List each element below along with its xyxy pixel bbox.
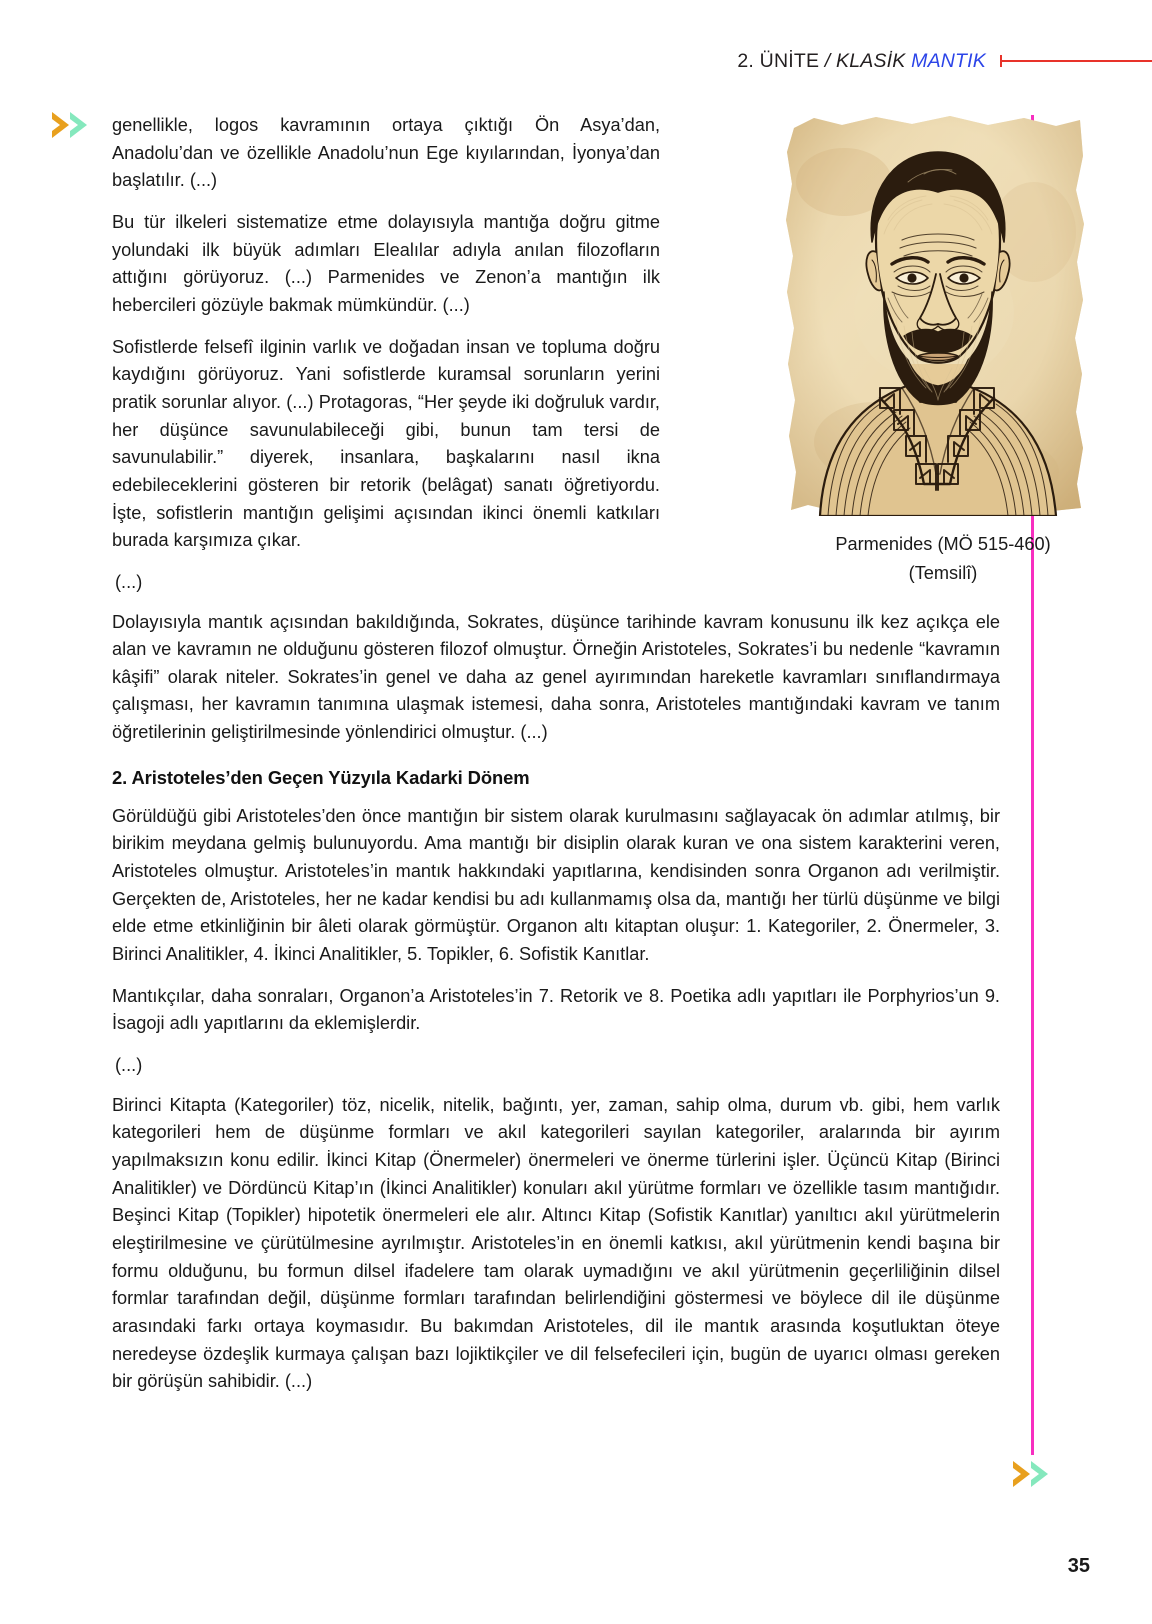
paragraph-3: Sofistlerde felsefî ilginin varlık ve doğadan insan ve topluma doğru kaydığını görüyoruz. Yani sofistlerde kuramsal sorunların yerini pratik sorunlar alıyor. (...) Protagoras, “Her şeyde iki doğruluk vardır, her düşünce savunulabileceği gibi, bunun tam tersi de savunulabilir.” diyerek, insanlara, başkalarını nasıl ikna edebileceklerini gösteren bir retorik (belâgat) sanatı öğretiyordu. İşte, sofistlerin mantığın gelişimi açısından ikinci önemli katkıları burada karşımıza çıkar. — [112, 336, 660, 551]
paragraph-7: Birinci Kitapta (Kategoriler) töz, nicelik, nitelik, bağıntı, yer, zaman, sahip olma, durum vb. gibi, hem varlık kategorileri hem de düşünme formları ve akıl kategorileri sayılan kategoriler, aralarında bir ayırım yapılmaksızın konu edilir. İkinci Kitap (Önermeler) önermeleri ve önerme türlerini işler. Üçüncü Kitap (Birinci Analitikler) ve Dördüncü Kitap’ın (İkinci Analitikler) konuları akıl yürütme formları ve özellikle tasım mantığıdır. Beşinci Kitap (Topikler) hipotetik önermeleri ele alır. Altıncı Kitap (Sofistik Kanıtlar) yanıltıcı akıl yürütmelerin eleştirilmesine ve çürütülmesine ayrılmıştır. Aristoteles’in en önemli katkısı, akıl yürütmenin kendi başına bir formu olduğunu, bu formun dilsel ifadelere tam olarak uymadığını ve akıl yürütmenin geçerliliğinin dilsel formlar tarafından değil, düşünme formları tarafından belirlendiğini göstermesi ve böylece dil ile düşünme arasındaki farkı ortaya koymasıdır. Bu bakımdan Aristoteles, dil ile mantık arasında koşutluktan öteye neredeyse özdeşlik kurmaya çalışan bazı lojiktikçiler ve dil felsefecileri için, bugün de uyarıcı olması gereken bir görüşün sahibidir. (...) — [112, 1094, 1000, 1392]
page-header — [0, 44, 1152, 78]
page-content — [112, 112, 1051, 1410]
figure-caption-line-2: (Temsilî) — [908, 563, 978, 584]
page-number: 35 — [1067, 1555, 1090, 1577]
paragraph-5: Görüldüğü gibi Aristoteles’den önce mantığın bir sistem olarak kurulmasını sağlayacak ön adımlar atılmış, bir birikim meydana gelmiş bulunuyordu. Ama mantığı bir disiplin olarak kuran ve ona sistem karakterini veren, Aristoteles olmuştur. Aristoteles’in mantık hakkındaki yapıtlarına, kendisinden sonra Organon adı verilmiştir. Gerçekten de, Aristoteles, her ne kadar kendisi bu adı kullanmamış olsa da, mantığı her türlü düşünme ve bilgi elde etme etkinliğinin bir âleti olarak görmüştür. Organon altı kitaptan oluşur: 1. Kategoriler, 2. Önermeler, 3. Birinci Analitikler, 4. İkinci Analitikler, 5. Topikler, 6. Sofistik Kanıtlar. — [112, 805, 1000, 965]
paragraph-6: Mantıkçılar, daha sonraları, Organon’a Aristoteles’in 7. Retorik ve 8. Poetika adlı yapıtları ile Porphyrios’un 9. İsagoji adlı yapıtlarını da eklemişlerdir. — [112, 985, 1000, 1034]
figure-parmenides — [784, 112, 1102, 589]
paragraph-4: Dolayısıyla mantık açısından bakıldığında, Sokrates, düşünce tarihinde kavram konusunu ilk kez açıkça ele alan ve kavramın ne olduğunu gösteren filozof olmuştur. Örneğin Aristoteles, Sokrates’i bu nedenle “kavramın kâşifi” olarak niteler. Sokrates’in genel ve daha az genel ayırımından hareketle kavramları sınıflandırmaya çalışması, her kavramın tanımına ulaşmak istemesi, daha sonra, Aristoteles mantığındaki kavram ve tanım öğretilerinin geliştirilmesinde yönlendirici olmuştur. (...) — [112, 611, 1000, 743]
parmenides-portrait-engraving — [784, 112, 1090, 516]
chevron-mint-icon — [1031, 1461, 1048, 1487]
section-heading: 2. Aristoteles’den Geçen Yüzyıla Kadarki Dönem — [112, 766, 530, 788]
header-section-label: KLASİK — [836, 49, 912, 72]
paragraph-marker-top — [52, 112, 87, 138]
ellipsis-1: (...) — [115, 571, 143, 592]
paragraph-2: Bu tür ilkeleri sistematize etme dolayısıyla mantığa doğru gitme yolundaki ilk büyük adımları Elealılar adıyla anılan filozofların attığını görüyoruz. (...) Parmenides ve Zenon’a mantığın ilk hebercileri gözüyle bakmak mümkündür. (...) — [112, 211, 660, 315]
header-unit-label: 2. ÜNİTE — [737, 49, 820, 72]
paragraph-marker-bottom — [1013, 1461, 1048, 1487]
left-column — [112, 112, 660, 597]
ellipsis-2: (...) — [115, 1055, 143, 1076]
figure-caption-line-1: Parmenides (MÖ 515-460) — [835, 534, 1051, 554]
chevron-orange-icon — [52, 112, 69, 138]
chevron-orange-icon — [1013, 1461, 1030, 1487]
header-accent-word: MANTIK — [911, 49, 986, 72]
double-chevron-right-icon — [52, 112, 87, 138]
header-title — [737, 50, 986, 73]
header-separator: / — [819, 49, 837, 72]
header-rule-line — [1000, 55, 1152, 67]
paragraph-1: genellikle, logos kavramının ortaya çıktığı Ön Asya’dan, Anadolu’dan ve özellikle Anadolu’nun Ege kıyılarından, İyonya’dan başlatılır. (...) — [112, 115, 660, 191]
double-chevron-right-icon — [1013, 1461, 1048, 1487]
figure-caption — [784, 530, 1102, 589]
chevron-mint-icon — [70, 112, 87, 138]
